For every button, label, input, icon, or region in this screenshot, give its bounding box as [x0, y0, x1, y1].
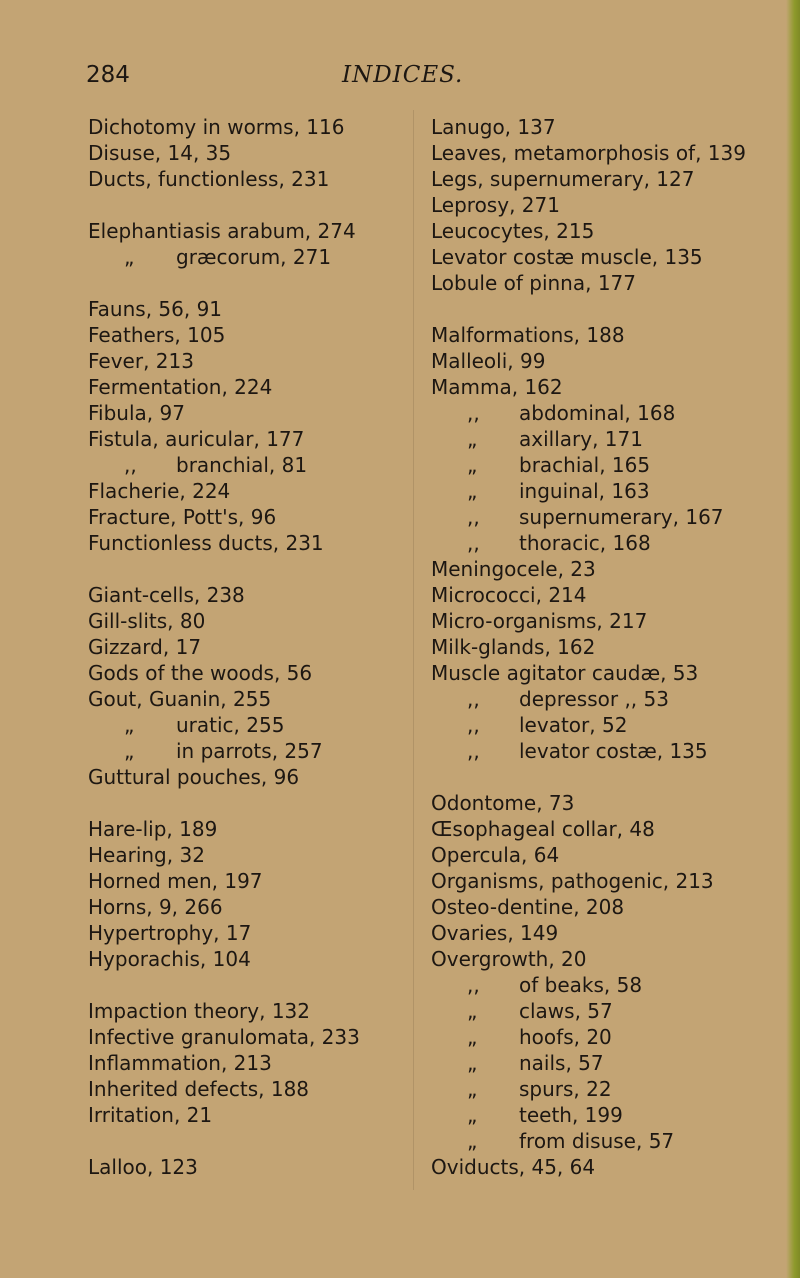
- section-gap: [431, 296, 781, 322]
- index-subentry-text: græcorum, 271: [176, 245, 332, 269]
- index-entry: Fever, 213: [88, 349, 194, 373]
- index-left-column: [88, 114, 408, 1180]
- index-entry: Legs, supernumerary, 127: [431, 167, 695, 191]
- ditto-mark: ,,: [467, 687, 480, 711]
- ditto-mark: „: [124, 713, 135, 737]
- index-subentry: [431, 686, 781, 712]
- index-entry: Oviducts, 45, 64: [431, 1155, 596, 1179]
- index-entry: Micro-organisms, 217: [431, 609, 648, 633]
- index-entry: Levator costæ muscle, 135: [431, 245, 703, 269]
- index-subentry-text: axillary, 171: [519, 427, 643, 451]
- index-entry: Inflammation, 213: [88, 1051, 272, 1075]
- ditto-mark: ,,: [467, 973, 480, 997]
- index-entry: Fistula, auricular, 177: [88, 427, 305, 451]
- section-gap: [88, 972, 408, 998]
- index-entry: Hare-lip, 189: [88, 817, 218, 841]
- ditto-mark: „: [467, 1103, 478, 1127]
- index-entry: Lobule of pinna, 177: [431, 271, 636, 295]
- index-subentry-text: spurs, 22: [519, 1077, 612, 1101]
- index-entry: Impaction theory, 132: [88, 999, 311, 1023]
- index-entry: Œsophageal collar, 48: [431, 817, 655, 841]
- index-subentry-text: hoofs, 20: [519, 1025, 612, 1049]
- index-subentry: [88, 712, 408, 738]
- index-entry: Malformations, 188: [431, 323, 625, 347]
- index-subentry-text: claws, 57: [519, 999, 613, 1023]
- index-entry: Malleoli, 99: [431, 349, 546, 373]
- section-gap: [88, 270, 408, 296]
- index-entry: Giant-cells, 238: [88, 583, 245, 607]
- index-entry: Overgrowth, 20: [431, 947, 587, 971]
- ditto-mark: „: [124, 245, 135, 269]
- index-subentry: [88, 244, 408, 270]
- index-subentry-text: levator, 52: [519, 713, 628, 737]
- index-subentry: [431, 530, 781, 556]
- index-entry: Leucocytes, 215: [431, 219, 595, 243]
- index-entry: Fermentation, 224: [88, 375, 273, 399]
- index-entry: Gods of the woods, 56: [88, 661, 313, 685]
- index-subentry: [431, 1050, 781, 1076]
- index-subentry: [431, 504, 781, 530]
- ditto-mark: „: [124, 739, 135, 763]
- section-gap: [431, 764, 781, 790]
- page-title: INDICES.: [342, 62, 464, 88]
- index-subentry: [431, 400, 781, 426]
- index-entry: Functionless ducts, 231: [88, 531, 324, 555]
- index-entry: Organisms, pathogenic, 213: [431, 869, 714, 893]
- index-subentry-text: abdominal, 168: [519, 401, 676, 425]
- index-entry: Fauns, 56, 91: [88, 297, 223, 321]
- index-subentry-text: depressor ,, 53: [519, 687, 669, 711]
- index-entry: Guttural pouches, 96: [88, 765, 300, 789]
- ditto-mark: ,,: [467, 401, 480, 425]
- ditto-mark: „: [467, 1025, 478, 1049]
- index-subentry: [431, 452, 781, 478]
- index-subentry-text: thoracic, 168: [519, 531, 651, 555]
- index-entry: Flacherie, 224: [88, 479, 231, 503]
- index-subentry-text: brachial, 165: [519, 453, 651, 477]
- index-entry: Micrococci, 214: [431, 583, 587, 607]
- index-entry: Elephantiasis arabum, 274: [88, 219, 356, 243]
- index-entry: Fibula, 97: [88, 401, 185, 425]
- page-number: 284: [86, 62, 130, 88]
- index-right-column: [431, 114, 781, 1180]
- index-entry: Hearing, 32: [88, 843, 205, 867]
- index-entry: Irritation, 21: [88, 1103, 213, 1127]
- index-entry: Meningocele, 23: [431, 557, 596, 581]
- section-gap: [88, 192, 408, 218]
- index-entry: Fracture, Pott's, 96: [88, 505, 277, 529]
- index-entry: Milk-glands, 162: [431, 635, 596, 659]
- section-gap: [88, 790, 408, 816]
- ditto-mark: ,,: [467, 713, 480, 737]
- index-subentry: [431, 998, 781, 1024]
- index-subentry: [88, 738, 408, 764]
- index-subentry-text: levator costæ, 135: [519, 739, 708, 763]
- index-entry: Osteo-dentine, 208: [431, 895, 625, 919]
- index-entry: Infective granulomata, 233: [88, 1025, 360, 1049]
- index-entry: Hyporachis, 104: [88, 947, 251, 971]
- index-subentry: [431, 738, 781, 764]
- index-subentry: [431, 1128, 781, 1154]
- index-entry: Leaves, metamorphosis of, 139: [431, 141, 746, 165]
- section-gap: [88, 1128, 408, 1154]
- index-entry: Gill-slits, 80: [88, 609, 206, 633]
- ditto-mark: ,,: [467, 505, 480, 529]
- index-subentry-text: in parrots, 257: [176, 739, 323, 763]
- index-entry: Horned men, 197: [88, 869, 263, 893]
- index-entry: Inherited defects, 188: [88, 1077, 310, 1101]
- column-divider: [413, 110, 414, 1190]
- index-entry: Hypertrophy, 17: [88, 921, 252, 945]
- ditto-mark: „: [467, 479, 478, 503]
- ditto-mark: ,,: [467, 739, 480, 763]
- index-subentry-text: supernumerary, 167: [519, 505, 724, 529]
- index-subentry-text: branchial, 81: [176, 453, 308, 477]
- section-gap: [88, 556, 408, 582]
- index-subentry: [431, 972, 781, 998]
- index-entry: Lalloo, 123: [88, 1155, 198, 1179]
- index-subentry-text: uratic, 255: [176, 713, 285, 737]
- ditto-mark: „: [467, 427, 478, 451]
- ditto-mark: „: [467, 999, 478, 1023]
- index-entry: Opercula, 64: [431, 843, 560, 867]
- index-entry: Feathers, 105: [88, 323, 226, 347]
- index-subentry-text: of beaks, 58: [519, 973, 643, 997]
- index-subentry-text: from disuse, 57: [519, 1129, 675, 1153]
- index-subentry-text: inguinal, 163: [519, 479, 650, 503]
- ditto-mark: ,,: [467, 531, 480, 555]
- index-entry: Mamma, 162: [431, 375, 563, 399]
- index-subentry: [431, 1102, 781, 1128]
- ditto-mark: „: [467, 453, 478, 477]
- index-entry: Dichotomy in worms, 116: [88, 115, 345, 139]
- page-edge: [786, 0, 800, 1278]
- index-entry: Leprosy, 271: [431, 193, 560, 217]
- index-entry: Odontome, 73: [431, 791, 575, 815]
- index-subentry: [431, 478, 781, 504]
- index-subentry: [88, 452, 408, 478]
- index-entry: Ducts, functionless, 231: [88, 167, 330, 191]
- index-entry: Gizzard, 17: [88, 635, 202, 659]
- index-subentry: [431, 712, 781, 738]
- index-entry: Ovaries, 149: [431, 921, 559, 945]
- index-entry: Gout, Guanin, 255: [88, 687, 272, 711]
- index-entry: Muscle agitator caudæ, 53: [431, 661, 699, 685]
- ditto-mark: „: [467, 1077, 478, 1101]
- index-subentry-text: teeth, 199: [519, 1103, 623, 1127]
- index-entry: Disuse, 14, 35: [88, 141, 232, 165]
- index-subentry-text: nails, 57: [519, 1051, 604, 1075]
- ditto-mark: „: [467, 1129, 478, 1153]
- index-entry: Lanugo, 137: [431, 115, 556, 139]
- index-subentry: [431, 1024, 781, 1050]
- ditto-mark: ,,: [124, 453, 137, 477]
- index-entry: Horns, 9, 266: [88, 895, 223, 919]
- index-subentry: [431, 426, 781, 452]
- ditto-mark: „: [467, 1051, 478, 1075]
- index-subentry: [431, 1076, 781, 1102]
